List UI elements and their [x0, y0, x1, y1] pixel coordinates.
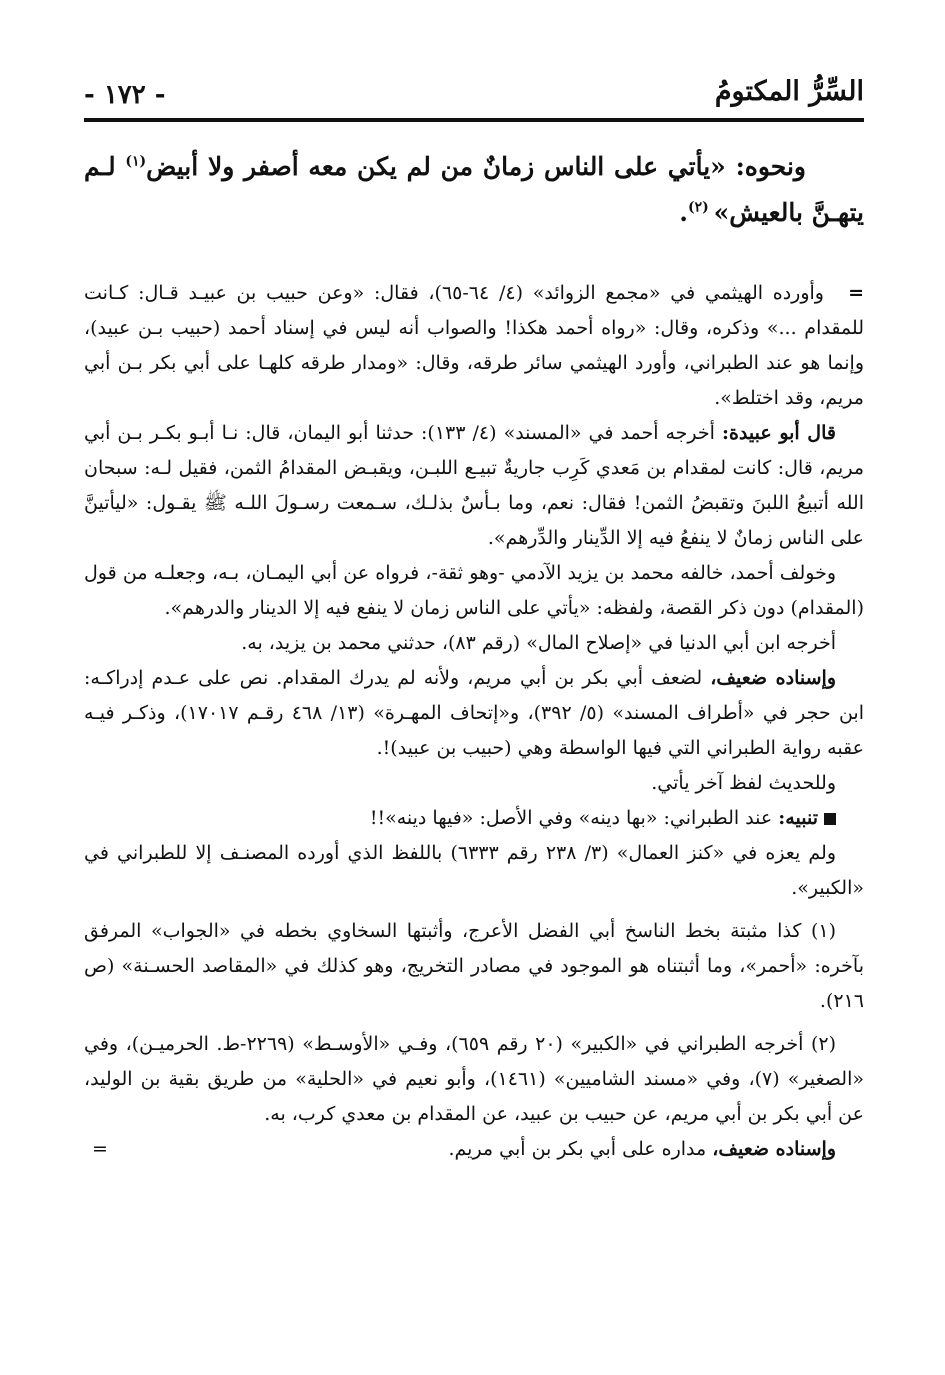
- page: [84, 70, 864, 1167]
- note-paragraph: =وأورده الهيثمي في «مجمع الزوائد» (٤/ ٦٤-٦٥)، فقال: «وعن حبيب بن عبيـد قـال: كـانت للمقدام ...» وذكره، وقال: «رواه أحمد هكذا! والصواب أنه ليس في إسناد أحمد (حبيب بـن عبيد)، وإنما هو عند الطبراني، وأورد الهيثمي سائر طرقه، وقال: «ومدار طرقه كلهـا على أبي بكر بـن أبي مريم، وقد اختلط».: [84, 276, 864, 416]
- footnote-1: (١) كذا مثبتة بخط الناسخ أبي الفضل الأعرج، وأثبتها السخاوي بخطه في «الجواب» المرفق بآخره: «أحمر»، وما أثبتناه هو الموجود في مصادر التخريج، وهو كذلك في «المقاصد الحسـنة» (ص ٢١٦).: [84, 920, 864, 1012]
- notes-section: [84, 276, 864, 1167]
- footnote-2: (٢) أخرجه الطبراني في «الكبير» (٢٠ رقم ٦٥٩)، وفـي «الأوسـط» (٢٢٦٩-ط. الحرميـن)، وفي «الصغير» (٧)، وفي «مسند الشاميين» (١٤٦١)، وأبو نعيم في «الحلية» من طريق بقية بن الوليد، عن أبي بكر بن أبي مريم، عن حبيب بن عبيد، عن المقدام بن معدي كرب، به.: [84, 1033, 864, 1125]
- note-paragraph: تنبيه: عند الطبراني: «بها دينه» وفي الأصل: «فيها دينه»!!: [84, 801, 864, 836]
- note-paragraph: أخرجه ابن أبي الدنيا في «إصلاح المال» (رقم ٨٣)، حدثني محمد بن يزيد، به.: [241, 632, 836, 654]
- square-bullet-icon: [824, 813, 836, 825]
- note-paragraph: وإسناده ضعيف، لضعف أبي بكر بن أبي مريم، ولأنه لم يدرك المقدام. نص على عـدم إدراكـه: ابن حجر في «أطراف المسند» (٥/ ٣٩٢)، و«إتحاف المهـرة» (١٣/ ٤٦٨ رقـم ١٧٠١٧)، وذكـر فيـه عقبه رواية الطبراني التي فيها الواسطة وهي (حبيب بن عبيد)!.: [84, 667, 864, 759]
- main-text-part2: لـم يتهـنَّ بالعيش»: [84, 152, 864, 227]
- note-paragraph: قال أبو عبيدة: أخرجه أحمد في «المسند» (٤/ ١٣٣): حدثنا أبو اليمان، قال: نـا أبـو بكـر بـن أبي مريم، قال: كانت لمقدام بن مَعدي كَرِب جاريةٌ تبيـع اللبـن، ويقبـض المقدامُ الثمن، فقيل لـه: سبحان الله أتبيعُ اللبنَ وتقبضُ الثمن! فقال: نعم، وما بـأسٌ بذلـك، سـمعت رسـولَ اللـه ﷺ يقـول: «ليأتينَّ على الناس زمانٌ لا ينفعُ فيه إلا الدِّينار والدِّرهم».: [84, 422, 864, 549]
- note-paragraph: ولم يعزه في «كنز العمال» (٣/ ٢٣٨ رقم ٦٣٣٣) باللفظ الذي أورده المصنـف إلا للطبراني في «الكبير».: [84, 842, 864, 899]
- footnote-ref-1: (١): [125, 153, 147, 170]
- note-paragraph: وللحديث لفظ آخر يأتي.: [651, 772, 836, 794]
- main-text: [84, 144, 864, 236]
- main-text-part1: ونحوه: «يأتي على الناس زمانٌ من لم يكن معه أصفر ولا أبيض: [146, 152, 806, 181]
- continuation-mark-end: =: [92, 1138, 108, 1160]
- page-number: - ١٧٢ -: [84, 80, 166, 110]
- footnote-ref-2: (٢): [687, 199, 714, 216]
- book-title: السِّرُّ المكتومُ: [714, 76, 864, 107]
- continuation-mark: =: [848, 282, 864, 304]
- note-paragraph: وخولف أحمد، خالفه محمد بن يزيد الآدمي -وهو ثقة-، فرواه عن أبي اليمـان، بـه، وجعلـه من قول (المقدام) دون ذكر القصة، ولفظه: «يأتي على الناس زمان لا ينفع فيه إلا الدينار والدرهم».: [84, 562, 864, 619]
- header-rule: [84, 118, 864, 122]
- note-paragraph: وإسناده ضعيف، مداره على أبي بكر بن أبي مريم. =: [84, 1132, 864, 1167]
- page-header: [84, 70, 864, 114]
- main-text-part3: .: [679, 198, 688, 227]
